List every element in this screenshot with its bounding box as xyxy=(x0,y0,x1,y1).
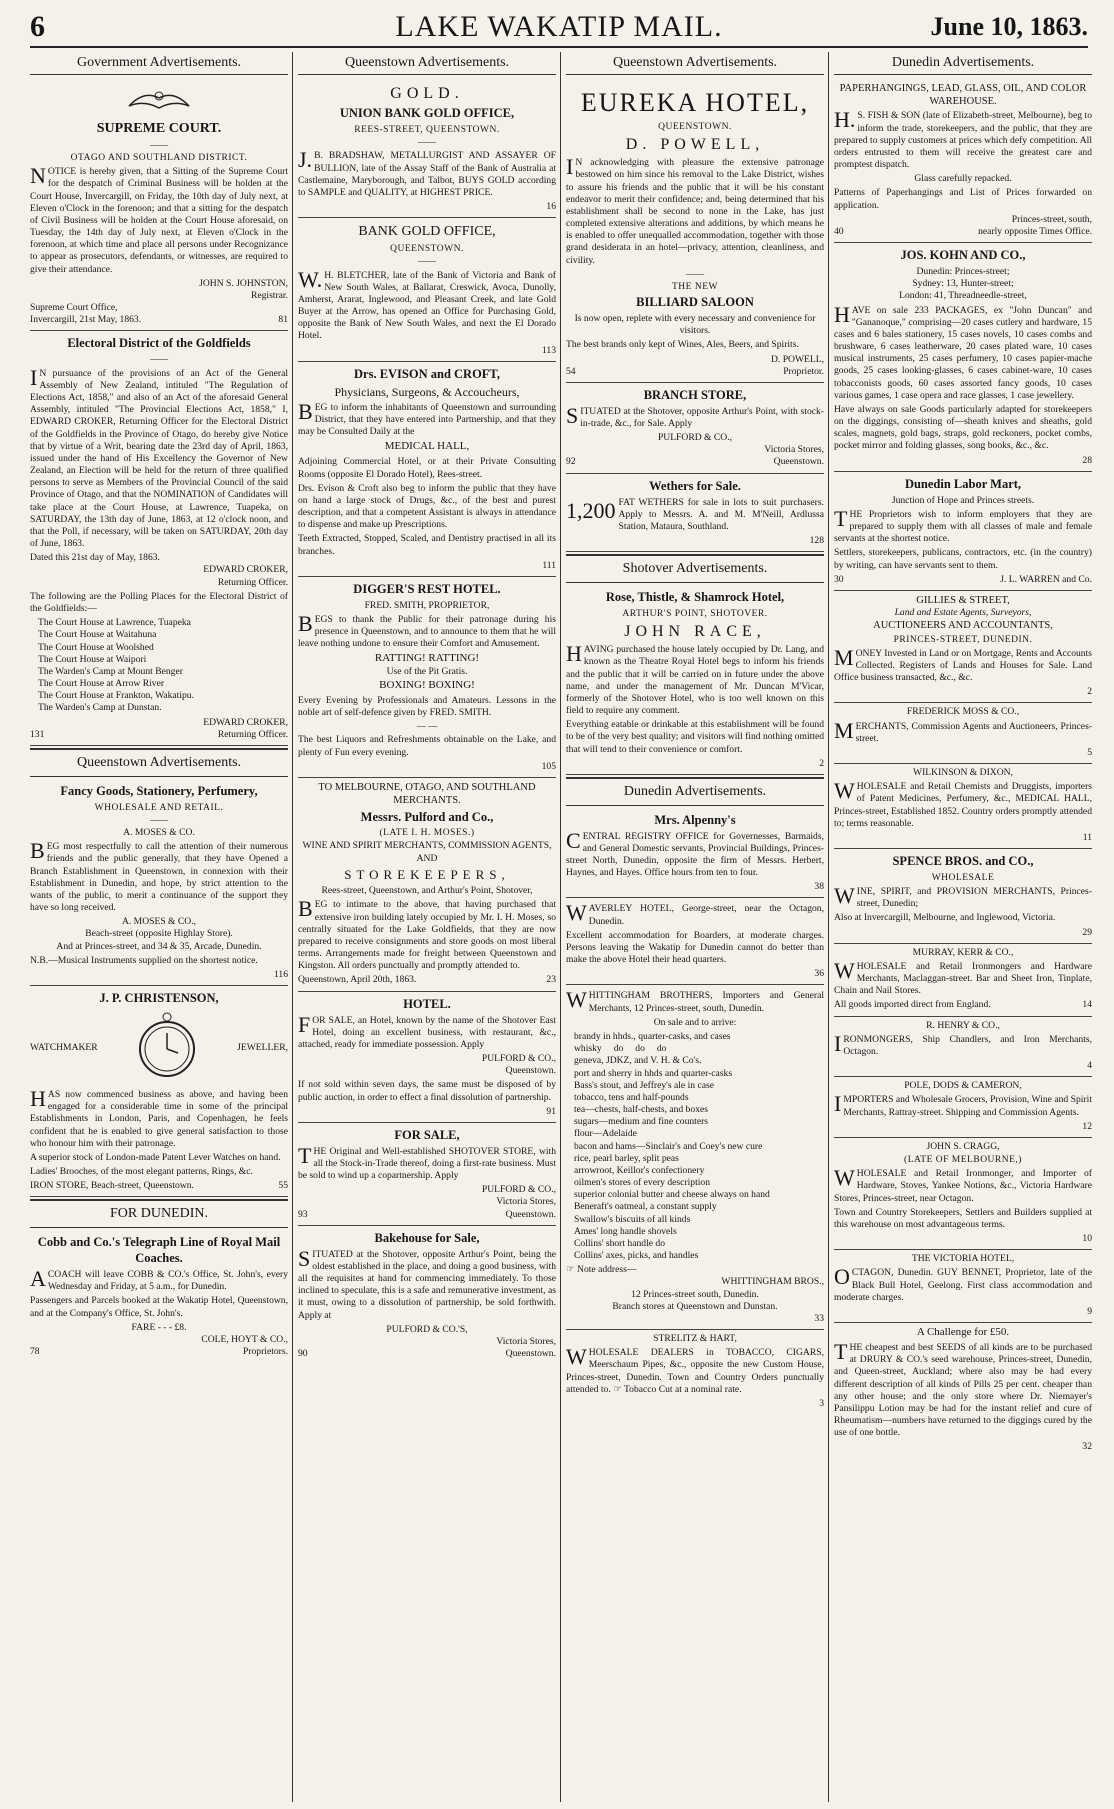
ad-body: FAT WETHERS for sale in lots to suit purchasers. Apply to Messrs. A. and M. M'Neill, Ardlussa Station, Mataura, Southland. xyxy=(618,496,824,532)
hotel-sale-ad xyxy=(298,992,556,1123)
ad-body: BEG most respectfully to call the attention of their numerous friends and the public generally, that they have Opened a Branch Establishment in Queenstown, in connexion with their Establishment in Dunedin, and hope, by strict attention to the wants of the public, to merit a continuance of the support they have so long received. xyxy=(30,838,288,914)
ad-subtitle: Junction of Hope and Princes streets. xyxy=(891,494,1035,506)
ad-body: OCTAGON, Dunedin. GUY BENNET, Proprietor, late of the Black Bull Hotel, Geelong. First class accommodation and moderate charges. xyxy=(834,1264,1092,1303)
ad-title: FREDERICK MOSS & CO., xyxy=(906,706,1020,718)
ad-body: MERCHANTS, Commission Agents and Auctioneers, Princes-street. xyxy=(834,717,1092,744)
office-date: Invercargill, 21st May, 1863. xyxy=(30,314,142,326)
ad-title: J. P. CHRISTENSON, xyxy=(99,991,219,1006)
list-intro: On sale and to arrive: xyxy=(653,1016,737,1028)
column-3 xyxy=(566,54,824,1799)
firm: PULFORD & CO., xyxy=(481,1184,556,1196)
address: Dunedin: Princes-street; xyxy=(916,266,1010,278)
ad-title: Wethers for Sale. xyxy=(649,478,741,493)
ad-body: A superior stock of London-made Patent Lever Watches on hand. xyxy=(30,1151,281,1163)
list-item: Collins' axes, picks, and handles xyxy=(574,1250,699,1262)
royal-crest-icon xyxy=(30,86,288,116)
ad-body: HAVING purchased the house lately occupied by Dr. Lang, and known as the Theatre Royal Hotel begs to inform his friends and the public that it will be carried on in future under the above name, and under the management of Mr. Duncan M'Vicar, formerly of the Shotover Hotel, who is too well known on this field to require any comment. xyxy=(566,641,824,717)
ad-heading: TO MELBOURNE, OTAGO, AND SOUTHLAND MERCHANTS. xyxy=(318,781,536,807)
ad-body: MONEY Invested in Land or on Mortgage, Rents and Accounts Collected. Registers of Lands and Houses for Sale. Land Office business transacted, &c., &c. xyxy=(834,644,1092,684)
ad-subtitle: Land and Estate Agents, Surveyors, xyxy=(894,607,1032,619)
strelitz-ad xyxy=(566,1330,824,1414)
ad-body: J.B. BRADSHAW, METALLURGIST AND ASSAYER OF BULLION, late of the Assay Staff of the Bank of Australia at Castlemaine, Maryborough, and Talbot, BUYS GOLD according to SAMPLE and QUALITY, at HIGHEST PRICE. xyxy=(298,147,556,198)
signer-role: Returning Officer. xyxy=(217,576,288,588)
electoral-ad: Electoral District of the Goldfields —— IN pursuance of the provisions of an Act of the General Assembly of New Zealand, intituled "The Regulation of Elections Act, 1858," and also of an Act of the aforesaid General Assembly, intituled "The Provincial Elections Act, 1858," I, EDWARD CROKER, Returning Officer for the Electoral District of the Goldfields in the Province of Otago, do hereby give Notice that by virtue of a Writ, bearing date the 23rd day of April, 1863, issued under the hand of His Excellency the Governor of New Zealand, an Election will be held for the return of three qualified persons to serve as Members of the Provincial Council of the said Province of Otago, and that the NOMINATION of Candidates will take place at the Court House, at Lawrence, Tuapeka, on SATURDAY, the 13th day of June, 1863, at 12 o'clock noon, and that the Poll, if necessary, will be taken on SATURDAY, 20th day of June, 1863. Dated this 21st day of May, 1863. EDWARD CROKER, Returning Officer. The following are the Polling Places for the Electoral District of the Goldfields:— The Court House at Lawrence, Tuapeka The Court House at Waitahuna The Court House at Woolshed The Court House at Waipori The Warden's Camp at Mount Benger The Court House at Arrow River The Court House at Frankton, Wakatipu. The Warden's Camp at Dunstan. EDWARD CROKER, 131 Returning Officer. xyxy=(30,331,288,745)
kohn-ad xyxy=(834,243,1092,472)
ad-body: HAS now commenced business as above, and having been engaged for a considerable time in some of the principal Establishments in London, Paris, and Copenhagen, he feels confident that he is enabled to give general satisfaction to those who honour him with their patronage. xyxy=(30,1086,288,1149)
section-heading: Shotover Advertisements. xyxy=(566,554,824,583)
ad-title: DIGGER'S REST HOTEL. xyxy=(353,581,501,596)
whittingham-ad xyxy=(566,985,824,1330)
ad-title: GILLIES & STREET, xyxy=(916,594,1010,606)
signer: D. POWELL, xyxy=(770,353,824,365)
ad-title: WILKINSON & DIXON, xyxy=(913,767,1013,779)
section-heading: Queenstown Advertisements. xyxy=(30,748,288,777)
ad-body: The best brands only kept of Wines, Ales, Beers, and Spirits. xyxy=(566,339,799,351)
column-rule xyxy=(828,52,829,1802)
column-heading: Dunedin Advertisements. xyxy=(834,54,1092,75)
ad-number: 2 xyxy=(819,757,824,769)
ad-body: Teeth Extracted, Stopped, Scaled, and Dentistry practised in all its branches. xyxy=(298,533,556,557)
supreme-court-ad: SUPREME COURT. —— OTAGO AND SOUTHLAND DISTRICT. NOTICE is hereby given, that a Sitting of the Supreme Court for the despatch of Criminal Business will be holden at the Court House, Invercargill, on Friday, the 10th day of July next, at Eleven o'Clock in the forenoon; and that a sitting for the despatch of Civil Business will be holden at the Court House aforesaid, on Tuesday, the 14th day of July next, at Eleven o'Clock in the forenoon, at which time and place all persons under Recognizance to appear as prosecutors, defendants, or witnesses, are required to give their attendance. JOHN S. JOHNSTON, Registrar. Supreme Court Office, Invercargill, 21st May, 1863. 81 xyxy=(30,79,288,332)
ad-body: H.S. FISH & SON (late of Elizabeth-street, Melbourne), beg to inform the trade, storekeepers, and the public, that they are prepared to supply customers at prices which defy competition. All orders entrusted to them will receive the greatest care and promptest dispatch. xyxy=(834,107,1092,171)
ad-body: Town and Country Storekeepers, Settlers and Builders supplied at this warehouse on most advantageous terms. xyxy=(834,1206,1092,1230)
list-item: Ames' long handle shovels xyxy=(574,1225,677,1237)
pocket-watch-icon xyxy=(136,1011,198,1085)
ad-number: 131 xyxy=(30,728,45,740)
bakehouse-ad xyxy=(298,1226,556,1364)
signer: J. L. WARREN and Co. xyxy=(1000,573,1092,585)
firm: PULFORD & CO., xyxy=(657,432,733,444)
ad-title: A Challenge for £50. xyxy=(916,1326,1010,1339)
christenson-ad xyxy=(30,986,288,1197)
section-heading: FOR DUNEDIN. xyxy=(30,1199,288,1228)
ad-number: 81 xyxy=(278,314,288,326)
ad-title: PAPERHANGINGS, LEAD, GLASS, OIL, AND COLOR WAREHOUSE. xyxy=(839,82,1087,108)
boxing: BOXING! BOXING! xyxy=(379,678,475,691)
wilkinson-ad xyxy=(834,764,1092,849)
henry-ad xyxy=(834,1017,1092,1078)
labor-mart-ad xyxy=(834,472,1092,591)
firm: WHITTINGHAM BROS., xyxy=(721,1276,824,1288)
ad-body: WHITTINGHAM BROTHERS, Importers and General Merchants, 12 Princes-street, south, Dunedin. xyxy=(566,987,824,1014)
list-item: brandy in hhds., quarter-casks, and cases xyxy=(574,1031,731,1042)
ad-body: HAVE on sale 233 PACKAGES, ex "John Duncan" and "Gananoque," comprising—20 cases cutlery and hardware, 15 cases and 6 bales stationery, 15 cases novels, 10 cases combs and brushware, 6 cases leatherware, 20 cases plated ware, 10 cases musical instruments, 25 cases perfumery, 10 cases papier-mache goods, 25 cases looking-glasses, 6 cases cabinet-ware, 10 cases tobacconists goods, 60 cases assorted fancy goods, 10 cases various games, 1 case opera and race glasses, 1 case jewellery. xyxy=(834,301,1092,401)
ad-number: 3 xyxy=(819,1397,824,1409)
alpenny-ad xyxy=(566,808,824,899)
ad-body: WAVERLEY HOTEL, George-street, near the Octagon, Dunedin. xyxy=(566,900,824,927)
rose-thistle-ad xyxy=(566,585,824,775)
address: nearly opposite Times Office. xyxy=(978,225,1092,237)
proprietor: FRED. SMITH, PROPRIETOR, xyxy=(364,599,490,611)
list-item: Beneraft's oatmeal, a constant supply xyxy=(574,1201,717,1213)
ad-title: BANK GOLD OFFICE, xyxy=(358,224,496,240)
ad-number: 29 xyxy=(1082,926,1092,938)
ad-number: 93 xyxy=(298,1208,308,1220)
ad-body: All goods imported direct from England. xyxy=(834,999,991,1011)
ad-title: Rose, Thistle, & Shamrock Hotel, xyxy=(605,589,785,604)
ad-number: 116 xyxy=(273,968,288,980)
ad-title: UNION BANK GOLD OFFICE, xyxy=(339,106,515,121)
ad-subtitle: (LATE I. H. MOSES.) xyxy=(379,828,475,839)
office: Supreme Court Office, xyxy=(30,302,118,314)
ad-number: 90 xyxy=(298,1348,308,1360)
list-item: rice, pearl barley, split peas xyxy=(574,1152,679,1164)
ad-body: If not sold within seven days, the same must be disposed of by public auction, in order to effect a final dissolution of partnership. xyxy=(298,1079,556,1103)
victoria-hotel-ad xyxy=(834,1250,1092,1323)
pulford-ad xyxy=(298,778,556,992)
ad-body: IN acknowledging with pleasure the extensive patronage bestowed on him since his removal to the Lake District, wishes to assure his friends and the public that it will be his constant endeavor to merit their confidence; and, being determined that his establishment shall be second to none in the Lake, has just completed extensive alterations and additions, by which means he is enabled to offer unequalled accommodation, together with those grand desiderata in an hotel—privacy, attention, cleanliness, and civility. xyxy=(566,154,824,266)
firm: A. MOSES & CO., xyxy=(121,916,197,928)
ad-title: MURRAY, KERR & CO., xyxy=(912,946,1014,958)
ad-body: Patterns of Paperhangings and List of Prices forwarded on application. xyxy=(834,187,1092,211)
list-item: tea—chests, half-chests, and boxes xyxy=(574,1104,709,1116)
pole-ad xyxy=(834,1077,1092,1138)
signer: COLE, HOYT & CO., xyxy=(201,1333,288,1345)
list-item: The Court House at Frankton, Wakatipu. xyxy=(38,690,194,702)
ad-subtitle: AUCTIONEERS AND ACCOUNTANTS, xyxy=(873,620,1053,632)
column-heading: Queenstown Advertisements. xyxy=(566,54,824,75)
ad-body: WHOLESALE and Retail Ironmongers and Hardware Merchants, Maclaggan-street. Bar and Sheet Iron, Tinplate, Chain and Nail Stores. xyxy=(834,957,1092,997)
newspaper-title: LAKE WAKATIP MAIL. xyxy=(395,10,723,43)
ad-title: Cobb and Co.'s Telegraph Line of Royal Mail Coaches. xyxy=(37,1235,281,1266)
bank-gold-ad: BANK GOLD OFFICE, QUEENSTOWN. —— W.H. BLETCHER, late of the Bank of Victoria and Bank of New South Wales, at Ballarat, Creswick, Avoca, Dunolly, Amherst, Ararat, Inglewood, and Pleasant Creek, and late Gold Buyer at the Arrow, has opened an Office for Purchasing Gold, opposite the Bank of New South Wales, and next the El Dorado Hotel. 113 xyxy=(298,218,556,361)
ad-title: Dunedin Labor Mart, xyxy=(904,476,1022,491)
address: Princes-street, south, xyxy=(1011,213,1092,225)
ad-body: Drs. Evison & Croft also beg to inform the public that they have on hand a large stock of Drugs, &c., of the best and purest description, and that a competent Assistant is always in attendance to dispense and make up Prescriptions. xyxy=(298,482,556,531)
ad-body: IMPORTERS and Wholesale Grocers, Provision, Wine and Spirit Merchants, Rattray-street. Shipping and Commission Agents. xyxy=(834,1091,1092,1118)
list-item: oilmen's stores of every description xyxy=(574,1177,711,1189)
ad-body: Is now open, replete with every necessary and convenience for visitors. xyxy=(574,313,816,337)
ad-number: 14 xyxy=(1082,999,1092,1011)
hall: MEDICAL HALL, xyxy=(384,440,470,453)
ad-title: SPENCE BROS. and CO., xyxy=(892,854,1034,869)
signer-role: Returning Officer. xyxy=(217,728,288,740)
issue-date: June 10, 1863. xyxy=(930,12,1088,41)
list-item: superior colonial butter and cheese always on hand xyxy=(574,1189,770,1201)
dated: Dated this 21st day of May, 1863. xyxy=(30,552,160,564)
ad-number: 33 xyxy=(814,1312,824,1324)
ad-body: Have always on sale Goods particularly adapted for storekeepers on the diggings, consisting of—sheath knives and sheaths, gold scales, magnets, gold bags, straps, gold reckoners, pocket combs, pocket mirror and folding glasses, song books, &c., &c. xyxy=(834,403,1092,452)
list-item: sugars—medium and fine counters xyxy=(574,1116,709,1128)
ad-title: BRANCH STORE, xyxy=(643,387,747,402)
column-rule xyxy=(292,52,293,1802)
ad-body: SITUATED at the Shotover, opposite Arthur's Point, being the oldest established in the place, and doing a good business, with all the requisites at hand for commencing immediately. To those inclined to speculate, this is a safe and remunerative investment, as it must, owing to a dissolution of partnership, be sold forthwith. Apply at xyxy=(298,1245,556,1321)
list-item: Swallow's biscuits of all kinds xyxy=(574,1213,691,1225)
ad-body: Passengers and Parcels booked at the Wakatip Hotel, Queenstown, and at the Company's Office, St. John's. xyxy=(30,1295,288,1319)
moses-ad: Fancy Goods, Stationery, Perfumery, WHOLESALE AND RETAIL. —— A. MOSES & CO. BEG most respectfully to call the attention of their numerous friends and the public generally, that they have Opened a Branch Establishment in Queenstown, in connexion with their Establishment in Dunedin, and hope, by strict attention to the wants of the public, to merit a continuance of the support they have so long received. A. MOSES & CO., Beach-street (opposite Highlay Store). And at Princes-street, and 34 & 35, Arcade, Dunedin. N.B.—Musical Instruments supplied on the shortest notice. 116 xyxy=(30,779,288,986)
place: Queenstown. xyxy=(505,1348,556,1360)
wethers-ad xyxy=(566,474,824,553)
ad-number: 5 xyxy=(1087,746,1092,758)
challenge-ad xyxy=(834,1323,1092,1458)
ad-subtitle: (LATE OF MELBOURNE,) xyxy=(904,1155,1022,1166)
ad-subtitle: WHOLESALE AND RETAIL. xyxy=(94,802,224,813)
evison-ad xyxy=(298,362,556,577)
ad-number: 105 xyxy=(541,760,556,772)
address: Sydney: 13, Hunter-street; xyxy=(912,278,1014,290)
ad-body: Ladies' Brooches, of the most elegant patterns, Rings, &c. xyxy=(30,1166,253,1178)
column-heading: Government Advertisements. xyxy=(30,54,288,75)
ad-body: Adjoining Commercial Hotel, or at their Private Consulting Rooms (opposite El Dorado Hotel), Rees-street. xyxy=(298,456,556,480)
ad-number: 32 xyxy=(1082,1441,1092,1453)
ad-subtitle: QUEENSTOWN. xyxy=(390,244,464,255)
address: Beach-street (opposite Highlay Store). xyxy=(85,928,233,940)
owner: D. POWELL, xyxy=(625,135,765,153)
ad-body: WHOLESALE and Retail Chemists and Druggists, importers of Patent Medicines, Perfumery, &c., MEDICAL HALL, Princes-street, Established 1852. Country orders promptly attended to; terms reasonable. xyxy=(834,778,1092,829)
column-4 xyxy=(834,54,1092,1799)
ad-title: SUPREME COURT. xyxy=(96,120,222,136)
list-item: The Warden's Camp at Dunstan. xyxy=(38,702,162,714)
ratting-sub: Use of the Pit Gratis. xyxy=(386,666,468,678)
masthead xyxy=(30,6,1088,48)
pointing-hand-icon: ☞ xyxy=(566,1264,575,1276)
fish-ad xyxy=(834,79,1092,243)
ad-number: 40 xyxy=(834,225,844,237)
list-item: flour—Adelaide xyxy=(574,1128,637,1140)
signer-role: Proprietor. xyxy=(783,365,824,377)
place: Queenstown. xyxy=(505,1208,556,1220)
list-item: geneva, JDKZ, and V. H. & Co's. xyxy=(574,1055,702,1067)
ad-subtitle: QUEENSTOWN. xyxy=(658,121,732,132)
ad-title: Fancy Goods, Stationery, Perfumery, xyxy=(60,783,258,798)
list-item: Collins' short handle do xyxy=(574,1237,666,1249)
ad-body: FOR SALE, an Hotel, known by the name of the Shotover East Hotel, doing an excellent business, with restaurant, &c., attached, ready for immediate possession. Apply xyxy=(298,1011,556,1050)
column-2 xyxy=(298,54,556,1799)
column-1 xyxy=(30,54,288,1799)
new-label: THE NEW xyxy=(672,282,718,293)
moss-ad xyxy=(834,703,1092,764)
place: Victoria Stores, xyxy=(496,1335,556,1347)
page-number: 6 xyxy=(30,10,45,43)
ad-number: 36 xyxy=(814,968,824,980)
ad-number: 30 xyxy=(834,573,844,585)
ad-number: 11 xyxy=(1082,831,1092,843)
spence-ad xyxy=(834,849,1092,944)
branch-store-ad xyxy=(566,383,824,474)
ad-number: 128 xyxy=(809,535,824,547)
list-item: The Court House at Waitahuna xyxy=(38,629,157,641)
ad-number: 2 xyxy=(1087,686,1092,698)
trade: WINE AND SPIRIT MERCHANTS, COMMISSION AGENTS, AND xyxy=(302,840,552,864)
section-heading: Dunedin Advertisements. xyxy=(566,777,824,806)
ad-body: WHOLESALE DEALERS in TOBACCO, CIGARS, Meerschaum Pipes, &c., opposite the new Custom House, Princes-street, Dunedin. Town and Country Orders punctually attended to. ☞ Tobacco Cut at a nominal rate. xyxy=(566,1344,824,1395)
ad-title: STRELITZ & HART, xyxy=(653,1333,737,1345)
list-item: whisky do do do xyxy=(574,1043,667,1055)
cragg-ad xyxy=(834,1138,1092,1250)
ad-body: WHOLESALE and Retail Ironmonger, and Importer of Hardware, Stoves, Yankee Notions, &c., Victoria Hardware Stores, Princes-street, near Octagon. xyxy=(834,1165,1092,1204)
gillies-ad xyxy=(834,591,1092,704)
signer-role: Registrar. xyxy=(250,289,288,301)
ad-body: Glass carefully repacked. xyxy=(914,173,1012,185)
address: IRON STORE, Beach-street, Queenstown. xyxy=(30,1180,194,1192)
list-item: port and sherry in hhds and quarter-casks xyxy=(574,1067,733,1079)
place: Queenstown. xyxy=(505,1065,556,1077)
ad-number: 78 xyxy=(30,1346,40,1358)
list-item: tobacco, tens and half-pounds xyxy=(574,1091,689,1103)
ad-body: IRONMONGERS, Ship Chandlers, and Iron Merchants, Octagon. xyxy=(834,1030,1092,1057)
ad-number: 113 xyxy=(541,344,556,356)
ad-number: 91 xyxy=(546,1105,556,1117)
polling-intro: The following are the Polling Places for the Electoral District of the Goldfields:— xyxy=(30,590,288,614)
ad-body: IN pursuance of the provisions of an Act of the General Assembly of New Zealand, intituled "The Regulation of Elections Act, 1858," and also of an Act of the aforesaid General Assembly, intituled "The Provincial Elections Act, 1858," I, EDWARD CROKER, Returning Officer for the Electoral District of the Goldfields in the Province of Otago, do hereby give Notice that by virtue of a Writ, bearing date the 23rd day of April, 1863, issued under the hand of His Excellency the Governor of New Zealand, an Election will be held for the return of three qualified persons to serve as Members of the Provincial Council of the said Province of Otago, and that the NOMINATION of Candidates will take place at the Court House, at Lawrence, Tuapeka, on SATURDAY, the 13th day of June, 1863, at 12 o'clock noon, and that the Poll, if necessary, will be taken on SATURDAY, 20th day of June, 1863. xyxy=(30,364,288,550)
diggers-rest-ad: DIGGER'S REST HOTEL. FRED. SMITH, PROPRIETOR, BEGS to thank the Public for their patronage during his presence in Queenstown, and to announce to them that he will leave nothing undone to ensure their Comfort and Amusement. RATTING! RATTING! Use of the Pit Gratis. BOXING! BOXING! Every Evening by Professionals and Amateurs. Lessons in the noble art of self-defence given by FRED. SMITH. — — The best Liquors and Refreshments obtainable on the Lake, and plenty of Fun every evening. 105 xyxy=(298,577,556,778)
ad-number: 16 xyxy=(546,201,556,213)
place: Victoria Stores, xyxy=(764,444,824,456)
ad-number: 10 xyxy=(1082,1233,1092,1245)
ad-title: Drs. EVISON and CROFT, xyxy=(354,366,500,381)
ad-number: 55 xyxy=(278,1180,288,1192)
ad-title: Electoral District of the Goldfields xyxy=(67,336,251,351)
gold-ad: GOLD. UNION BANK GOLD OFFICE, REES-STREET, QUEENSTOWN. —— J.B. BRADSHAW, METALLURGIST AND ASSAYER OF BULLION, late of the Assay Staff of the Bank of Australia at Castlemaine, Maryborough, and Talbot, BUYS GOLD according to SAMPLE and QUALITY, at HIGHEST PRICE. 16 xyxy=(298,79,556,219)
ad-title: THE VICTORIA HOTEL, xyxy=(911,1253,1015,1265)
storekeepers: STOREKEEPERS, xyxy=(344,866,510,882)
ad-subtitle: Physicians, Surgeons, & Accoucheurs, xyxy=(334,384,520,399)
murray-ad xyxy=(834,944,1092,1017)
ad-number: 111 xyxy=(542,559,556,571)
firm: A. MOSES & CO. xyxy=(123,827,195,838)
ad-number: 4 xyxy=(1087,1060,1092,1072)
date: Queenstown, April 20th, 1863. xyxy=(298,974,417,986)
address: London: 41, Threadneedle-street, xyxy=(899,290,1027,302)
ad-subtitle: REES-STREET, QUEENSTOWN. xyxy=(354,124,500,135)
fare: FARE - - - £8. xyxy=(131,1321,187,1333)
ad-title: HOTEL. xyxy=(403,996,451,1011)
ad-body: The best Liquors and Refreshments obtainable on the Lake, and plenty of Fun every evening. xyxy=(298,734,556,758)
trade-right: JEWELLER, xyxy=(237,1041,288,1053)
ad-body: W.H. BLETCHER, late of the Bank of Victoria and Bank of New South Wales, at Ballarat, Creswick, Avoca, Dunolly, Amherst, Ararat, Inglewood, and Pleasant Creek, and late Gold Buyer at the Arrow, has opened an Office for Purchasing Gold, opposite the Bank of New South Wales, and next the El Dorado Hotel. xyxy=(298,266,556,342)
ad-body: THE cheapest and best SEEDS of all kinds are to be purchased at DRURY & CO.'s seed warehouse, Princes-street, Dunedin, and Queen-street, Auckland; where also may be had every different description of all kinds of Pills 25 per cent. cheaper than any other house; and the only store where Dr. Niemayer's Pansilippu Lotion may be had for the instant relief and cure of Rheumatism—numbers have returned to the diggings cured by the use of one bottle. xyxy=(834,1339,1092,1439)
ad-subtitle: PRINCES-STREET, DUNEDIN. xyxy=(893,634,1033,645)
owner: JOHN RACE, xyxy=(624,622,766,640)
ad-title: EUREKA HOTEL, xyxy=(580,87,810,117)
ad-body: Settlers, storekeepers, publicans, contractors, etc. (in the country) by writing, can have servants sent to them. xyxy=(834,547,1092,571)
ad-subtitle: OTAGO AND SOUTHLAND DISTRICT. xyxy=(70,153,248,164)
address: And at Princes-street, and 34 & 35, Arcade, Dunedin. xyxy=(56,940,262,952)
ad-subtitle: ARTHUR'S POINT, SHOTOVER. xyxy=(622,608,768,619)
address: Rees-street, Queenstown, and Arthur's Point, Shotover, xyxy=(321,885,533,897)
ad-body: THE Original and Well-established SHOTOVER STORE, with all the Stock-in-Trade thereof, doing a first-rate business. Must be sold to wind up a copartnership. Apply xyxy=(298,1142,556,1182)
trade-left: WATCHMAKER xyxy=(30,1041,98,1053)
ad-title: Messrs. Pulford and Co., xyxy=(360,809,494,824)
ad-title: JOHN S. CRAGG, xyxy=(926,1141,1000,1152)
note: Note address— xyxy=(577,1264,637,1276)
ad-body: BEGS to thank the Public for their patronage during his presence in Queenstown, and to announce to them that he will leave nothing undone to ensure their Comfort and Amusement. xyxy=(298,610,556,650)
signer: EDWARD CROKER, xyxy=(203,564,288,576)
place: Queenstown. xyxy=(773,456,824,468)
ad-body: Also at Invercargill, Melbourne, and Inglewood, Victoria. xyxy=(834,912,1056,924)
ad-title: Mrs. Alpenny's xyxy=(654,812,736,827)
ad-number: 9 xyxy=(1087,1305,1092,1317)
ad-title: POLE, DODS & CAMERON, xyxy=(904,1080,1022,1092)
ad-body: Excellent accommodation for Boarders, at moderate charges. Persons leaving the Wakatip for Dunedin cannot do better than make the above Hotel their head quarters. xyxy=(566,929,824,966)
signer-role: Proprietors. xyxy=(242,1346,288,1358)
ad-number: 54 xyxy=(566,365,576,377)
ad-body: BEG to inform the inhabitants of Queenstown and surrounding District, that they have entered into Partnership, and that they may be Consulted Daily at the xyxy=(298,398,556,438)
note: N.B.—Musical Instruments supplied on the shortest notice. xyxy=(30,954,258,966)
eureka-ad: EUREKA HOTEL, QUEENSTOWN. D. POWELL, IN acknowledging with pleasure the extensive patronage bestowed on him since his removal to the Lake District, wishes to assure his friends and the public that it will be his constant endeavor to merit their confidence; and, being determined that his establishment shall be second to none in the Lake, has just completed extensive alterations and additions, by which means he is enabled to offer unequalled accommodation, together with those grand desiderata in an hotel—privacy, attention, cleanliness, and civility. —— THE NEW BILLIARD SALOON Is now open, replete with every necessary and convenience for visitors. The best brands only kept of Wines, Ales, Beers, and Spirits. D. POWELL, 54 Proprietor. xyxy=(566,79,824,383)
ad-title: R. HENRY & CO., xyxy=(926,1019,1000,1031)
for-sale-ad xyxy=(298,1123,556,1226)
wethers-count: 1,200 xyxy=(566,497,616,523)
ad-number: 92 xyxy=(566,456,576,468)
branch: Branch stores at Queenstown and Dunstan. xyxy=(612,1300,778,1312)
cobb-ad xyxy=(30,1230,288,1362)
ad-body: BEG to intimate to the above, that having purchased that extensive iron building lately occupied by Mr. I. H. Moses, so centrally situated for the Lake Goldfields, that they are now prepared to receive consignments and store goods on most liberal terms. Arrangements made for freight between Queenstown and Kingston. All orders punctually and promptly attended to. xyxy=(298,896,556,972)
ad-body: THE Proprietors wish to inform employers that they are prepared to supply them with all classes of male and female servants at the shortest notice. xyxy=(834,505,1092,545)
waverley-ad xyxy=(566,898,824,985)
ad-subtitle: WHOLESALE xyxy=(931,873,995,884)
address: 12 Princes-street south, Dunedin. xyxy=(631,1288,759,1300)
ad-number: 38 xyxy=(814,881,824,893)
list-item: arrowroot, Keillor's confectionery xyxy=(574,1164,705,1176)
place: Victoria Stores, xyxy=(496,1196,556,1208)
list-item: The Court House at Woolshed xyxy=(38,641,154,653)
ad-body: Everything eatable or drinkable at this establishment will be found to be of the very best quality; and visitors will find nothing omitted that will tend to their convenience or comfort. xyxy=(566,719,824,755)
column-heading: Queenstown Advertisements. xyxy=(298,54,556,75)
list-item: bacon and hams—Sinclair's and Coey's new cure xyxy=(574,1140,763,1152)
saloon-title: BILLIARD SALOON xyxy=(636,295,754,310)
ad-number: 28 xyxy=(1082,454,1092,466)
ad-body: Every Evening by Professionals and Amateurs. Lessons in the noble art of self-defence given by FRED. SMITH. xyxy=(298,694,556,718)
ad-number: 12 xyxy=(1082,1120,1092,1132)
list-item: Bass's stout, and Jeffrey's ale in case xyxy=(574,1079,714,1091)
firm: PULFORD & CO.'S, xyxy=(386,1323,468,1335)
ad-number: 23 xyxy=(546,974,556,986)
firm: PULFORD & CO., xyxy=(481,1053,556,1065)
list-item: The Court House at Lawrence, Tuapeka xyxy=(38,617,191,629)
ad-body: WINE, SPIRIT, and PROVISION MERCHANTS, Princes-street, Dunedin; xyxy=(834,883,1092,910)
signer: JOHN S. JOHNSTON, xyxy=(199,277,288,289)
ad-body: CENTRAL REGISTRY OFFICE for Governesses, Barmaids, and General Domestic servants, Provincial Buildings, Princes-street North, Dunedin, opposite the firm of Messrs. Herbert, Haynes, and Hayes. Office hours from ten to four. xyxy=(566,827,824,879)
signer: EDWARD CROKER, xyxy=(203,716,288,728)
ad-body: NOTICE is hereby given, that a Sitting of the Supreme Court for the despatch of Criminal Business will be holden at the Court House, Invercargill, on Friday, the 10th day of July next, at Eleven o'Clock in the forenoon; and that a sitting for the despatch of Civil Business will be holden at the Court House aforesaid, on Tuesday, the 14th day of July next, at Eleven o'Clock in the forenoon, at which time and place all persons under Recognizance to appear as prosecutors, defendants, or witnesses, are required to give their attendance. xyxy=(30,163,288,275)
list-item: The Court House at Arrow River xyxy=(38,678,165,690)
ad-heading: GOLD. xyxy=(390,84,464,102)
ad-title: FOR SALE, xyxy=(394,1127,460,1142)
ad-title: JOS. KOHN AND CO., xyxy=(900,248,1026,263)
ad-body: SITUATED at the Shotover, opposite Arthur's Point, with stock-in-trade, &c., for Sale. Apply xyxy=(566,402,824,429)
list-item: The Court House at Waipori xyxy=(38,653,147,665)
ratting: RATTING! RATTING! xyxy=(374,652,480,665)
list-item: The Warden's Camp at Mount Benger xyxy=(38,665,183,677)
column-rule xyxy=(560,52,561,1802)
ad-body: ACOACH will leave COBB & CO.'s Office, St. John's, every Wednesday and Friday, at 5 a.m., for Dunedin. xyxy=(30,1266,288,1293)
ad-title: Bakehouse for Sale, xyxy=(374,1230,480,1245)
